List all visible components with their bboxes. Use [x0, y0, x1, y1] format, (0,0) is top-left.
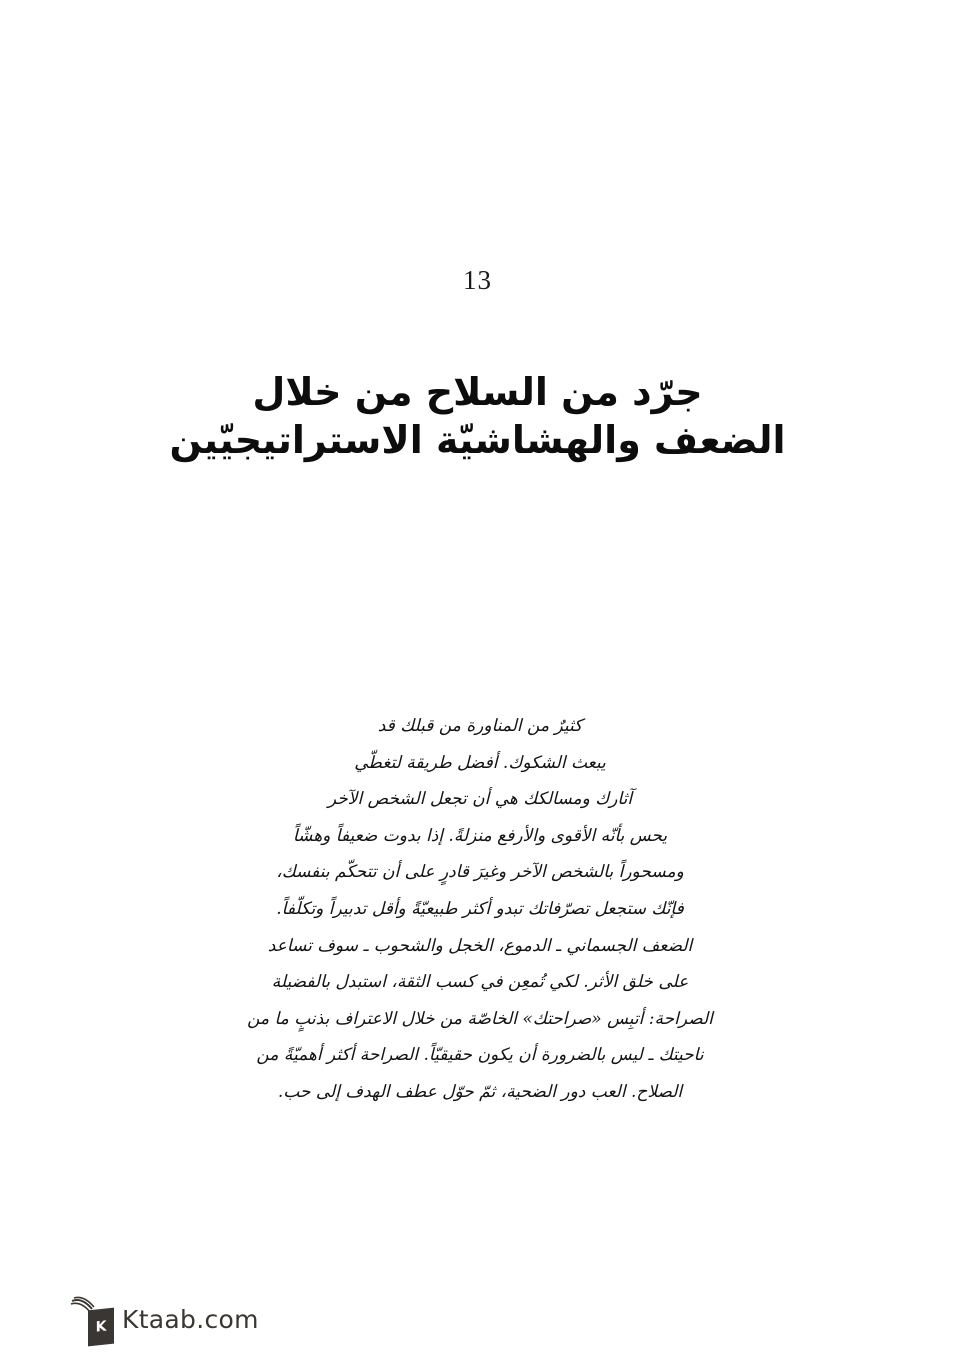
- chapter-title-line-1: جرّد من السلاح من خلال: [252, 370, 703, 414]
- chapter-title: [0, 368, 955, 464]
- chapter-title-line-2: الضعف والهشاشيّة الاستراتيجيّين: [169, 418, 786, 462]
- paragraph-line: على خلق الأثر. لكي تُمعِن في كسب الثقة، استبدل بالفضيلة: [271, 972, 689, 993]
- open-book-k-icon: [66, 1291, 118, 1347]
- book-cover-icon: [88, 1308, 114, 1347]
- paragraph-line: الضعف الجسماني ـ الدموع، الخجل والشحوب ـ سوف تساعد: [267, 935, 693, 956]
- ktaab-logo[interactable]: [66, 1291, 259, 1347]
- paragraph-line: فإنّك ستجعل تصرّفاتك تبدو أكثر طبيعيّةً وأقل تدبيراً وتكلّفاً.: [276, 898, 684, 919]
- paragraph-line: الصلاح. العب دور الضحية، ثمّ حوّل عطف الهدف إلى حب.: [277, 1081, 683, 1102]
- logo-letter: K: [95, 1318, 107, 1336]
- paragraph-line: يبعث الشكوك. أفضل طريقة لتغطّي: [354, 752, 606, 773]
- paragraph-line: آثارك ومسالكك هي أن تجعل الشخص الآخر: [327, 789, 633, 810]
- chapter-number: 13: [463, 265, 492, 295]
- paragraph-line: كثيرٌ من المناورة من قبلك قد: [377, 716, 583, 736]
- paragraph-line: يحس بأنّه الأقوى والأرفع منزلةً. إذا بدوت ضعيفاً وهشّاً: [292, 825, 668, 846]
- paragraph-line: الصراحة: أتبِس «صراحتك» الخاصّة من خلال الاعتراف بذنبٍ ما من: [247, 1008, 713, 1029]
- logo-text: Ktaab.com: [122, 1304, 259, 1334]
- chapter-summary-paragraph: [200, 708, 760, 1111]
- paragraph-line: ناحيتك ـ ليس بالضرورة أن يكون حقيقيّاً. الصراحة أكثر أهميّةً من: [256, 1045, 704, 1066]
- paragraph-line: ومسحوراً بالشخص الآخر وغيرَ قادرٍ على أن تتحكّم بنفسك،: [276, 862, 684, 883]
